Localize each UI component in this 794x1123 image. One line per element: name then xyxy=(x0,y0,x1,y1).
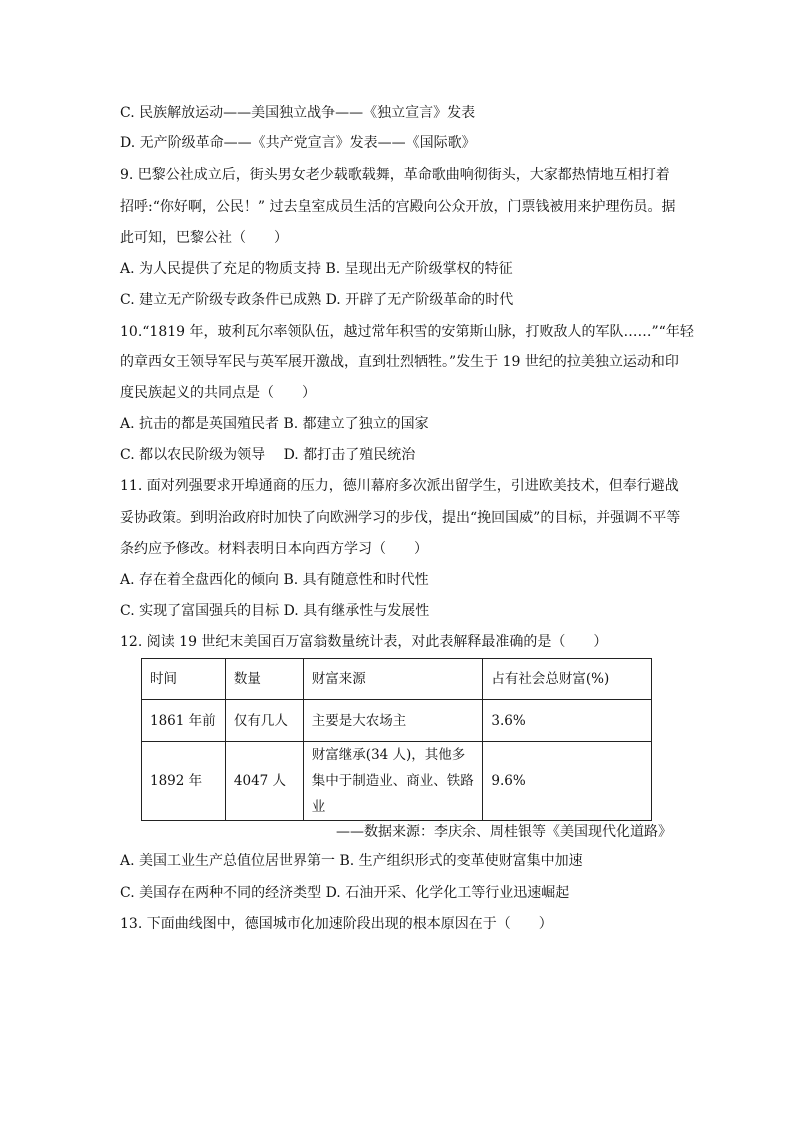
line-3: 9. 巴黎公社成立后，街头男女老少载歌载舞，革命歌曲响彻街头，大家都热情地互相打着 xyxy=(120,167,670,183)
table-header-cell: 数量 xyxy=(225,659,303,700)
line-5: 此可知，巴黎公社（ ） xyxy=(120,230,288,246)
table-cell: 9.6% xyxy=(483,742,652,821)
line-18: 12. 阅读 19 世纪末美国百万富翁数量统计表，对此表解释最准确的是（ ） xyxy=(120,634,608,650)
table-cell: 1892 年 xyxy=(142,742,226,821)
line-8: 10.“1819 年，玻利瓦尔率领队伍，越过常年积雪的安第斯山脉，打败敌人的军队……”“年轻 xyxy=(120,324,694,340)
line-19: A. 美国工业生产总值位居世界第一 B. 生产组织形式的变革使财富集中加速 xyxy=(120,853,583,869)
table-cell: 主要是大农场主 xyxy=(303,700,483,742)
line-9: 的章西女王领导军民与英军展开激战，直到壮烈牺牲。”发生于 19 世纪的拉美独立运动和印 xyxy=(120,354,679,370)
line-16: A. 存在着全盘西化的倾向 B. 具有随意性和时代性 xyxy=(120,572,429,588)
table-header-cell: 时间 xyxy=(142,659,226,700)
line-10: 度民族起义的共同点是（ ） xyxy=(120,385,316,401)
line-6: A. 为人民提供了充足的物质支持 B. 呈现出无产阶级掌权的特征 xyxy=(120,261,513,277)
line-20: C. 美国存在两种不同的经济类型 D. 石油开采、化学化工等行业迅速崛起 xyxy=(120,885,570,901)
line-17: C. 实现了富国强兵的目标 D. 具有继承性与发展性 xyxy=(120,603,430,619)
millionaire-table xyxy=(141,658,652,821)
table-row xyxy=(142,700,652,742)
table-cell: 仅有几人 xyxy=(225,700,303,742)
line-1: C. 民族解放运动——美国独立战争——《独立宣言》发表 xyxy=(120,105,476,121)
table-cell: 3.6% xyxy=(483,700,652,742)
line-15: 条约应予修改。材料表明日本向西方学习（ ） xyxy=(120,541,428,557)
line-2: D. 无产阶级革命——《共产党宣言》发表——《国际歌》 xyxy=(120,135,476,151)
table-source: ——数据来源：李庆余、周桂银等《美国现代化道路》 xyxy=(336,824,672,840)
table-row xyxy=(142,742,652,821)
table-header-cell: 财富来源 xyxy=(303,659,483,700)
table-cell: 1861 年前 xyxy=(142,700,226,742)
table-header-cell: 占有社会总财富(%) xyxy=(483,659,652,700)
table-cell: 4047 人 xyxy=(225,742,303,821)
line-21: 13. 下面曲线图中，德国城市化加速阶段出现的根本原因在于（ ） xyxy=(120,916,553,932)
table-cell: 财富继承(34 人)，其他多集中于制造业、商业、铁路业 xyxy=(303,742,483,821)
line-14: 妥协政策。到明治政府时加快了向欧洲学习的步伐，提出“挽回国威”的目标，并强调不平等 xyxy=(120,510,681,526)
line-13: 11. 面对列强要求开埠通商的压力，德川幕府多次派出留学生，引进欧美技术，但奉行避战 xyxy=(120,478,679,494)
line-7: C. 建立无产阶级专政条件已成熟 D. 开辟了无产阶级革命的时代 xyxy=(120,292,514,308)
line-11: A. 抗击的都是英国殖民者 B. 都建立了独立的国家 xyxy=(120,416,429,432)
line-4: 招呼:“你好啊，公民！” 过去皇室成员生活的宫殿向公众开放，门票钱被用来护理伤员。据 xyxy=(120,199,676,215)
table-header-row xyxy=(142,659,652,700)
line-12: C. 都以农民阶级为领导 D. 都打击了殖民统治 xyxy=(120,447,416,463)
